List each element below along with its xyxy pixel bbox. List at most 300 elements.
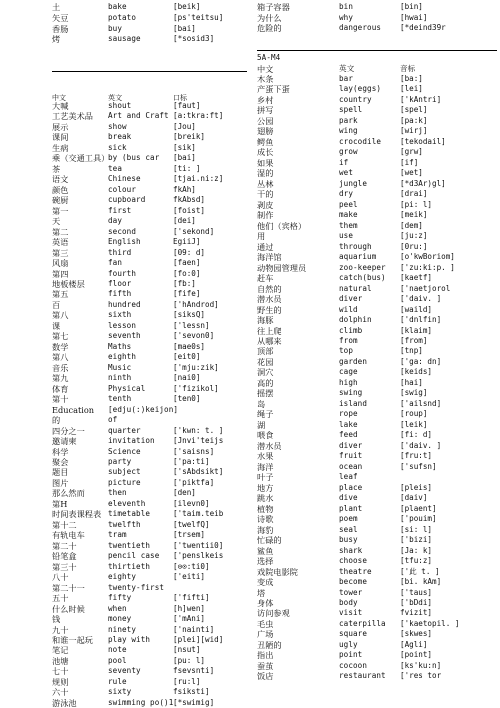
chinese-cell: 诗歌 <box>257 514 274 525</box>
phonetic-cell: [fi: d] <box>400 430 433 440</box>
chinese-cell: 题目 <box>52 467 69 478</box>
english-cell: when <box>108 603 127 613</box>
phonetic-cell: [from] <box>400 336 428 345</box>
phonetic-cell: [skwes] <box>400 629 433 639</box>
chinese-cell: 野生的 <box>257 304 282 315</box>
english-cell: busy <box>339 535 358 545</box>
english-cell: grow <box>339 147 358 157</box>
chinese-cell: 中文 <box>52 94 66 102</box>
english-cell: shout <box>108 101 132 110</box>
chinese-cell: 他们（宾格） <box>257 220 307 231</box>
english-cell: zoo-keeper <box>339 262 386 272</box>
english-cell: ocean <box>339 461 363 471</box>
chinese-cell: 丑陋的 <box>257 639 282 650</box>
chinese-cell: 海豚 <box>257 315 274 326</box>
chinese-cell: 干的 <box>257 189 274 200</box>
phonetic-cell: fvizit] <box>400 608 433 618</box>
english-cell: lay(eggs) <box>339 84 382 94</box>
english-cell: visit <box>339 608 363 618</box>
english-cell: climb <box>339 325 363 335</box>
chinese-cell: 图片 <box>52 477 69 488</box>
english-cell: peel <box>339 199 358 209</box>
english-cell: tram <box>108 530 127 540</box>
english-cell: diver <box>339 440 363 450</box>
english-cell: 英文 <box>108 94 123 102</box>
english-cell: eighty <box>108 572 137 582</box>
english-cell: aquarium <box>339 252 377 262</box>
chinese-cell: 地板楼层 <box>52 278 85 289</box>
phonetic-cell: [leik] <box>400 419 428 429</box>
english-cell: choose <box>339 556 368 566</box>
chinese-cell: 自然的 <box>257 283 282 294</box>
phonetic-cell: [bi. kAm] <box>400 577 442 587</box>
english-cell: poem <box>339 514 358 524</box>
phonetic-cell: [plei][wid] <box>173 634 224 644</box>
english-cell: potato <box>108 12 137 22</box>
phonetic-cell: ['naetjorol <box>400 283 451 293</box>
chinese-cell: 丛林 <box>257 178 274 189</box>
chinese-cell: 和谁一起玩 <box>52 634 93 645</box>
phonetic-cell: ['mju:zik] <box>173 362 219 372</box>
chinese-cell: 规则 <box>52 676 69 687</box>
english-cell: through <box>339 241 372 251</box>
chinese-cell: 钱 <box>52 614 61 625</box>
chinese-cell: 池塘 <box>52 655 69 666</box>
phonetic-cell: ['saisns] <box>173 446 215 456</box>
phonetic-cell: ['kAntri] <box>400 94 442 104</box>
english-cell: swing <box>339 388 363 398</box>
chinese-cell: 忙碌的 <box>257 535 282 546</box>
phonetic-cell: ['nainti] <box>173 624 215 634</box>
english-cell: lake <box>339 419 358 429</box>
phonetic-cell: [breik] <box>173 132 206 142</box>
phonetic-cell: [ps'teitsu] <box>173 12 224 22</box>
phonetic-cell: [bin] <box>400 2 423 11</box>
english-cell: cocoon <box>339 660 368 670</box>
phonetic-cell: [wirj] <box>400 126 428 136</box>
english-cell: tower <box>339 587 363 597</box>
chinese-cell: 数学 <box>52 341 69 352</box>
chinese-cell: 第二十 <box>52 540 77 551</box>
phonetic-cell: ['sAbdsikt] <box>173 467 224 477</box>
chinese-cell: 指出 <box>257 650 274 661</box>
chinese-cell: 的 <box>52 415 61 426</box>
english-cell: dive <box>339 493 358 503</box>
phonetic-cell: ['taus] <box>400 587 433 597</box>
english-cell: day <box>108 216 123 226</box>
chinese-cell: 那么然而 <box>52 488 85 499</box>
english-cell: play with <box>108 634 151 644</box>
english-cell: hundred <box>108 299 141 309</box>
english-cell: picture <box>108 477 141 487</box>
chinese-cell: 翅膀 <box>257 126 274 137</box>
chinese-cell: 公园 <box>257 115 274 126</box>
english-cell: twentieth <box>108 540 151 550</box>
phonetic-cell: fkAbsd] <box>173 195 206 205</box>
chinese-cell: 身体 <box>257 598 274 608</box>
english-cell: eleventh <box>108 498 146 508</box>
english-cell: cupboard <box>108 195 146 205</box>
phonetic-cell: [twelfQ] <box>173 519 210 529</box>
phonetic-cell: [ba:] <box>400 74 423 83</box>
chinese-cell: 通过 <box>257 241 274 252</box>
chinese-cell: 花园 <box>257 356 274 367</box>
english-cell: show <box>108 121 127 131</box>
phonetic-cell: [Jou] <box>173 121 196 131</box>
english-cell: pencil case <box>108 551 160 561</box>
chinese-cell: 什么时候 <box>52 603 85 614</box>
phonetic-cell: [plaent] <box>400 503 437 513</box>
phonetic-cell: ['sekond] <box>173 226 215 236</box>
phonetic-cell: ['eiti] <box>173 572 206 582</box>
phonetic-cell: [*deind39r <box>400 23 446 33</box>
phonetic-cell: [⊙⊙:ti0] <box>173 561 210 571</box>
chinese-cell: 六十 <box>52 687 69 698</box>
chinese-cell: 水果 <box>257 451 274 462</box>
english-cell: fifth <box>108 289 132 299</box>
phonetic-cell: [drai] <box>400 189 428 199</box>
english-cell: Science <box>108 446 141 456</box>
phonetic-cell: [point] <box>400 650 433 660</box>
chinese-cell: 饭店 <box>257 671 274 682</box>
english-cell: wing <box>339 126 358 136</box>
phonetic-cell: [ilevn0] <box>173 498 210 508</box>
chinese-cell: 体育 <box>52 383 69 394</box>
english-cell: leaf <box>339 472 358 482</box>
phonetic-cell: [o'kwBoriom] <box>400 252 455 262</box>
english-cell: caterpilla <box>339 618 386 628</box>
phonetic-cell: [hwai] <box>400 12 428 22</box>
english-cell: catch(bus) <box>339 273 386 283</box>
chinese-cell: 用 <box>257 231 266 242</box>
english-cell: country <box>339 94 372 104</box>
phonetic-cell: [meik] <box>400 210 428 220</box>
chinese-cell: 科学 <box>52 446 69 457</box>
phonetic-cell: [fb:] <box>173 278 196 288</box>
phonetic-cell: ['pa:ti] <box>173 456 210 466</box>
english-cell: swimming po()1 <box>108 697 174 707</box>
phonetic-cell: ['此 t. ] <box>400 566 440 576</box>
english-cell: crocodile <box>339 136 382 146</box>
english-cell: ninth <box>108 373 132 383</box>
chinese-cell: 潜水员 <box>257 440 282 451</box>
english-cell: top <box>339 346 354 356</box>
phonetic-cell: [pleis] <box>400 482 433 492</box>
english-cell: quarter <box>108 425 141 435</box>
phonetic-cell: [dei] <box>173 216 196 226</box>
english-cell: dolphin <box>339 315 372 325</box>
phonetic-cell: ['bDdi] <box>400 598 433 607</box>
phonetic-cell: [ju:z] <box>400 231 428 241</box>
chinese-cell: 访问参观 <box>257 608 290 619</box>
chinese-cell: 喂食 <box>257 430 274 441</box>
chinese-cell: 摇摆 <box>257 388 274 399</box>
english-cell: if <box>339 157 349 167</box>
english-cell: tea <box>108 163 123 173</box>
phonetic-cell: EgiiJ] <box>173 237 201 247</box>
english-cell: English <box>108 237 141 247</box>
chinese-cell: 有轨电车 <box>52 530 85 541</box>
phonetic-cell: fsevsnti] <box>173 666 215 676</box>
chinese-cell: 时间表课程表 <box>52 509 102 520</box>
phonetic-cell: [*d3Ar)gl] <box>400 178 446 188</box>
english-cell: rope <box>339 409 358 419</box>
chinese-cell: 香肠 <box>52 23 69 34</box>
phonetic-cell: [pa:k] <box>400 115 428 125</box>
english-cell: sausage <box>108 34 141 44</box>
phonetic-cell: ['dnlfin] <box>400 315 442 325</box>
phonetic-cell: [trsem] <box>173 530 206 540</box>
english-cell: break <box>108 132 132 142</box>
chinese-cell: 制作 <box>257 210 274 221</box>
chinese-cell: 大喊 <box>52 101 69 111</box>
english-cell: bar <box>339 74 354 83</box>
phonetic-cell: [keids] <box>400 367 433 377</box>
chinese-cell: 选择 <box>257 556 274 567</box>
chinese-cell: 游泳池 <box>52 697 77 708</box>
chinese-cell: 广场 <box>257 629 274 640</box>
chinese-cell: 第二十一 <box>52 582 85 593</box>
chinese-cell: 鳄鱼 <box>257 136 274 147</box>
english-cell: subject <box>108 467 141 477</box>
chinese-cell: 蚕茧 <box>257 660 274 671</box>
english-cell: why <box>339 12 354 22</box>
chinese-cell: 戏院电影院 <box>257 566 298 577</box>
chinese-cell: 百 <box>52 299 61 310</box>
english-cell: fifty <box>108 593 132 603</box>
phonetic-cell: [ti: ] <box>173 163 201 173</box>
phonetic-cell: [pi: l] <box>400 199 433 209</box>
chinese-cell: 箱子容器 <box>257 2 290 12</box>
phonetic-cell: [if] <box>400 157 419 167</box>
chinese-cell: 语文 <box>52 174 69 185</box>
english-cell: [edju(:)keijon] <box>108 404 179 414</box>
phonetic-cell: [dem] <box>400 220 423 230</box>
phonetic-cell: [pu: l] <box>173 655 206 665</box>
phonetic-cell: ['res tor <box>400 671 442 681</box>
chinese-cell: 顶部 <box>257 346 274 357</box>
phonetic-cell: [nai0] <box>173 373 201 383</box>
english-cell: rule <box>108 676 127 686</box>
chinese-cell: 第九 <box>52 373 69 384</box>
phonetic-cell: [bai] <box>173 153 196 163</box>
chinese-cell: 音乐 <box>52 362 69 373</box>
phonetic-cell: [faen] <box>173 258 201 268</box>
phonetic-cell: ['daiv. ] <box>400 294 442 304</box>
phonetic-cell: [h]wen] <box>173 603 206 613</box>
phonetic-cell: [Agli] <box>400 639 428 649</box>
chinese-cell: 从哪来 <box>257 336 282 346</box>
english-cell: buy <box>108 23 123 33</box>
chinese-cell: 矢豆 <box>52 12 69 23</box>
chinese-cell: 风扇 <box>52 258 69 269</box>
phonetic-cell: [faut] <box>173 101 201 110</box>
chinese-cell: 第H <box>52 498 68 509</box>
english-cell: floor <box>108 278 132 288</box>
chinese-cell: 土 <box>52 2 61 12</box>
phonetic-cell: [eit0] <box>173 352 201 362</box>
chinese-cell: 变成 <box>257 577 274 588</box>
phonetic-cell: [kaetf] <box>400 273 433 283</box>
chinese-cell: 九十 <box>52 624 69 635</box>
english-cell: thirtieth <box>108 561 151 571</box>
english-cell: sixth <box>108 310 132 320</box>
english-cell: point <box>339 650 363 660</box>
chinese-cell: 第十 <box>52 394 69 405</box>
english-cell: twenty-first <box>108 582 165 592</box>
chinese-cell: 往上爬 <box>257 325 282 336</box>
chinese-cell: 八十 <box>52 572 69 583</box>
english-cell: Physical <box>108 383 146 393</box>
phonetic-cell: [den] <box>173 488 196 498</box>
phonetic-cell: fsiksti] <box>173 687 210 697</box>
english-cell: restaurant <box>339 671 386 681</box>
english-cell: party <box>108 456 132 466</box>
chinese-cell: 邀请柬 <box>52 436 77 447</box>
english-cell: third <box>108 247 132 257</box>
english-cell: lesson <box>108 320 137 330</box>
chinese-cell: 乘（交通工具） <box>52 153 110 164</box>
english-cell: ninety <box>108 624 137 634</box>
english-cell: Music <box>108 362 132 372</box>
phonetic-cell: ['sufsn] <box>400 461 437 471</box>
chinese-cell: 高的 <box>257 377 274 388</box>
phonetic-cell: ['kwn: t. ] <box>173 425 224 435</box>
english-cell: 英文 <box>339 64 355 73</box>
chinese-cell: 拼写 <box>257 105 274 116</box>
chinese-cell: 潜水员 <box>257 294 282 305</box>
chinese-cell: 第七 <box>52 331 69 342</box>
english-cell: cage <box>339 367 358 377</box>
divider <box>257 50 497 51</box>
chinese-cell: 课 <box>52 320 61 331</box>
chinese-cell: 生病 <box>52 142 69 153</box>
english-cell: plant <box>339 503 363 513</box>
english-cell: garden <box>339 356 368 366</box>
chinese-cell: 碗厨 <box>52 195 69 206</box>
phonetic-cell: [tekodail] <box>400 136 446 146</box>
phonetic-cell: [siksQ] <box>173 310 206 320</box>
english-cell: make <box>339 210 358 220</box>
phonetic-cell: [daiv] <box>400 493 428 503</box>
phonetic-cell: ['ailsnd] <box>400 398 442 408</box>
english-cell: sixty <box>108 687 132 697</box>
phonetic-cell: [swig] <box>400 388 428 398</box>
chinese-cell: 危险的 <box>257 23 282 34</box>
english-cell: timetable <box>108 509 151 519</box>
english-cell: seventy <box>108 666 141 676</box>
phonetic-cell: [grw] <box>400 147 423 157</box>
chinese-cell: 颜色 <box>52 184 69 195</box>
english-cell: colour <box>108 184 137 194</box>
english-cell: twelfth <box>108 519 141 529</box>
phonetic-cell: [foist] <box>173 205 206 215</box>
english-cell: tenth <box>108 394 132 404</box>
chinese-cell: 海洋 <box>257 461 274 472</box>
chinese-cell: 中文 <box>257 64 274 74</box>
phonetic-cell: [nsut] <box>173 645 201 655</box>
phonetic-cell: [ks'ku:n] <box>400 660 442 670</box>
english-cell: first <box>108 205 132 215</box>
chinese-cell: 剥皮 <box>257 199 274 210</box>
phonetic-cell: ['sevon0] <box>173 331 215 341</box>
phonetic-cell: [lei] <box>400 84 423 94</box>
chinese-cell: 第四 <box>52 268 69 279</box>
phonetic-cell: ['hAndrod] <box>173 299 219 309</box>
phonetic-cell: [hai] <box>400 377 423 387</box>
phonetic-cell: [0ru:] <box>400 241 428 251</box>
chinese-cell: 课间 <box>52 132 69 143</box>
english-cell: fourth <box>108 268 137 278</box>
chinese-cell: 跳水 <box>257 493 274 504</box>
english-cell: fan <box>108 258 123 268</box>
phonetic-cell: [spel] <box>400 105 428 115</box>
chinese-cell: 七十 <box>52 666 69 677</box>
phonetic-cell: 音标 <box>400 64 416 73</box>
phonetic-cell: ['twentii0] <box>173 540 224 550</box>
english-cell: high <box>339 377 358 387</box>
english-cell: ugly <box>339 639 358 649</box>
phonetic-cell: [roup] <box>400 409 428 419</box>
chinese-cell: 毛虫 <box>257 618 274 629</box>
english-cell: dangerous <box>339 23 382 33</box>
english-cell: Maths <box>108 341 132 351</box>
chinese-cell: 木条 <box>257 74 274 84</box>
english-cell: fruit <box>339 451 363 461</box>
chinese-cell: 烤 <box>52 34 61 45</box>
phonetic-cell: [beik] <box>173 2 201 11</box>
english-cell: place <box>339 482 363 492</box>
chinese-cell: 赶车 <box>257 273 274 284</box>
chinese-cell: 第十二 <box>52 519 77 530</box>
english-cell: bin <box>339 2 354 11</box>
english-cell: spell <box>339 105 363 115</box>
phonetic-cell: ['fifti] <box>173 593 210 603</box>
phonetic-cell: ['kaetopil. ] <box>400 618 460 628</box>
chinese-cell: 产蛋下蛋 <box>257 84 290 95</box>
phonetic-cell: [klaim] <box>400 325 433 335</box>
phonetic-cell: ['taim.teib <box>173 509 224 519</box>
english-cell: park <box>339 115 358 125</box>
chinese-cell: 四分之一 <box>52 425 85 436</box>
chinese-cell: 塔 <box>257 587 266 598</box>
english-cell: diver <box>339 294 363 304</box>
chinese-cell: 工艺美术品 <box>52 111 93 122</box>
phonetic-cell: [mae0s] <box>173 341 206 351</box>
chinese-cell: 五十 <box>52 593 69 604</box>
english-cell: jungle <box>339 178 368 188</box>
chinese-cell: 笔记 <box>52 645 69 656</box>
phonetic-cell: [ten0] <box>173 394 201 404</box>
chinese-cell: 海豹 <box>257 524 274 535</box>
english-cell: seventh <box>108 331 141 341</box>
english-cell: by (bus car <box>108 153 160 163</box>
english-cell: square <box>339 629 368 639</box>
phonetic-cell: ['pouim] <box>400 514 437 524</box>
english-cell: bake <box>108 2 127 11</box>
chinese-cell: 第三 <box>52 247 69 258</box>
phonetic-cell: ['ga: dn] <box>400 356 442 366</box>
section-label: 5A-M4 <box>257 53 281 62</box>
phonetic-cell: ['penslkeis <box>173 551 224 561</box>
phonetic-cell: ['daiv. ] <box>400 440 442 450</box>
divider <box>52 71 247 72</box>
chinese-cell: 第八 <box>52 310 69 321</box>
english-cell: of <box>108 415 118 425</box>
chinese-cell: 海洋馆 <box>257 252 282 263</box>
phonetic-cell: fkAh] <box>173 184 196 194</box>
english-cell: become <box>339 577 368 587</box>
